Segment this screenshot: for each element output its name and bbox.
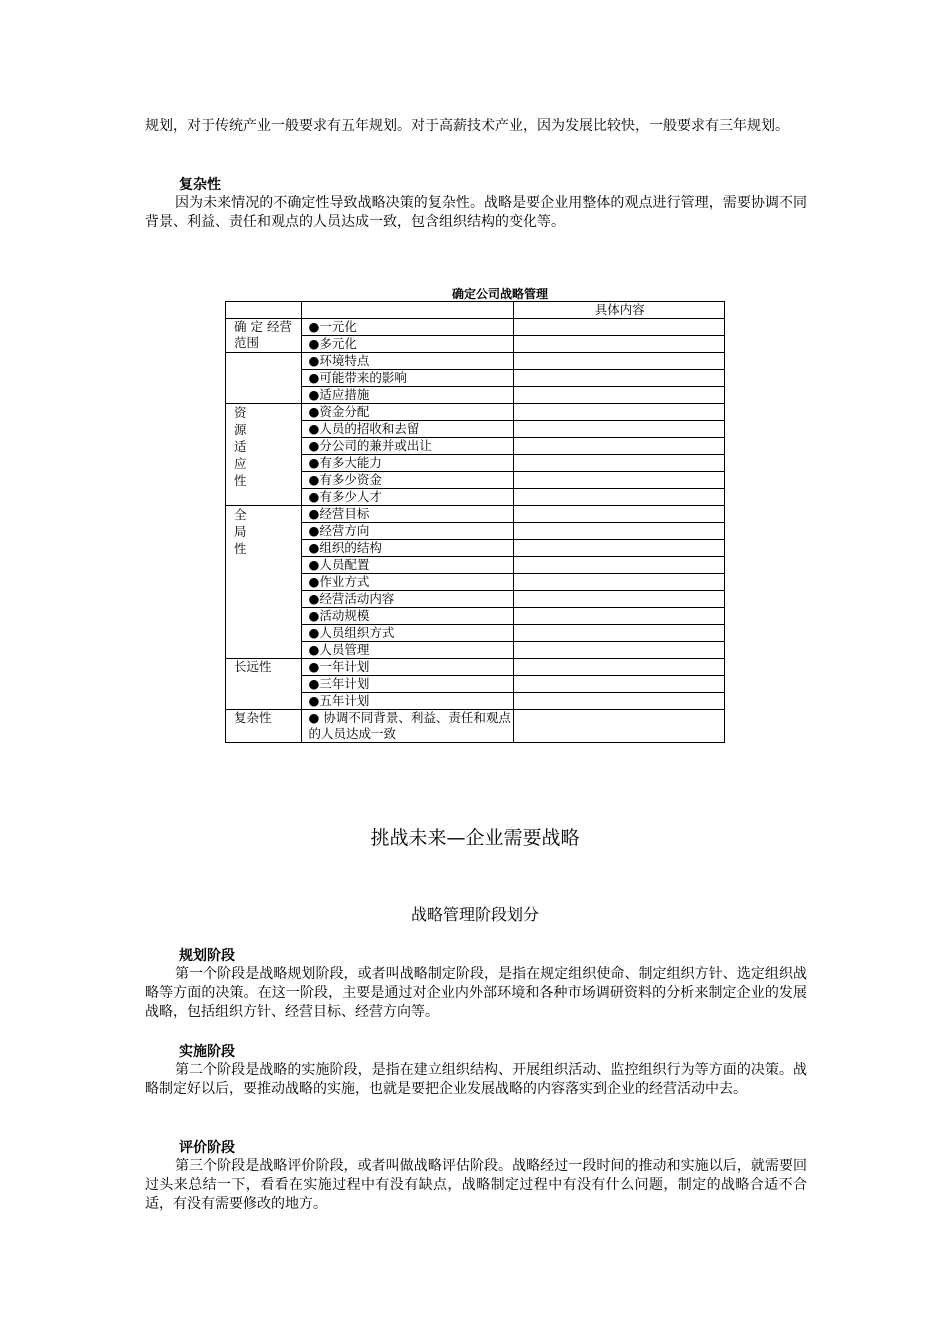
table-row: [226, 659, 725, 676]
item-cell: ●经营方向: [302, 523, 513, 540]
item-cell: ●经营活动内容: [302, 591, 513, 608]
detail-cell: [513, 540, 724, 557]
table-row: [226, 353, 725, 370]
category-cell: [226, 659, 302, 710]
item-cell: ●三年计划: [302, 676, 513, 693]
category-label: 长远性: [234, 659, 272, 674]
item-cell: ●一元化: [302, 319, 513, 336]
category-cell: [226, 404, 302, 506]
detail-cell: [513, 387, 724, 404]
header-detail-cell: 具体内容: [513, 302, 724, 319]
item-cell: ●资金分配: [302, 404, 513, 421]
item-cell: ●五年计划: [302, 693, 513, 710]
detail-cell: [513, 455, 724, 472]
stage-text-planning: 第一个阶段是战略规划阶段，或者叫战略制定阶段，是指在规定组织使命、制定组织方针、选定组织战略等方面的决策。在这一阶段，主要是通过对企业内外部环境和各种市场调研资料的分析来制定企业的发展战略，包括组织方针、经营目标、经营方向等。: [145, 966, 807, 1020]
stage-heading-planning: 规划阶段: [179, 948, 235, 964]
category-cell: [226, 506, 302, 659]
detail-cell: [513, 625, 724, 642]
detail-cell: [513, 506, 724, 523]
item-cell: ●人员的招收和去留: [302, 421, 513, 438]
item-cell: ● 协调不同背景、利益、责任和观点的人员达成一致: [302, 710, 513, 743]
category-label: 确 定 经营范围: [234, 319, 292, 350]
category-cell: [226, 710, 302, 743]
table-header-row: [226, 302, 725, 319]
detail-cell: [513, 659, 724, 676]
category-cell: [226, 319, 302, 353]
detail-cell: [513, 591, 724, 608]
table-row: [226, 404, 725, 421]
item-cell: ●多元化: [302, 336, 513, 353]
item-cell: ●一年计划: [302, 659, 513, 676]
intro-paragraph: 规划，对于传统产业一般要求有五年规划。对于高薪技术产业，因为发展比较快，一般要求有三年规划。: [145, 118, 789, 134]
item-cell: ●人员管理: [302, 642, 513, 659]
item-cell: ●活动规模: [302, 608, 513, 625]
item-cell: ●经营目标: [302, 506, 513, 523]
stage-heading-implementation: 实施阶段: [179, 1044, 235, 1060]
detail-cell: [513, 574, 724, 591]
item-cell: ●环境特点: [302, 353, 513, 370]
subsection-title: 战略管理阶段划分: [410, 905, 539, 924]
item-cell: ●人员配置: [302, 557, 513, 574]
section-title: 挑战未来—企业需要战略: [370, 827, 580, 849]
item-cell: ●组织的结构: [302, 540, 513, 557]
complexity-heading: 复杂性: [179, 177, 221, 193]
detail-cell: [513, 421, 724, 438]
stage-heading-evaluation: 评价阶段: [179, 1140, 235, 1156]
detail-cell: [513, 353, 724, 370]
item-cell: ●可能带来的影响: [302, 370, 513, 387]
table-title: 确定公司战略管理: [451, 287, 548, 301]
item-cell: ●适应措施: [302, 387, 513, 404]
table-row: [226, 319, 725, 336]
detail-cell: [513, 489, 724, 506]
detail-cell: [513, 438, 724, 455]
item-cell: ●人员组织方式: [302, 625, 513, 642]
item-cell: ●有多少资金: [302, 472, 513, 489]
stage-text-implementation: 第二个阶段是战略的实施阶段，是指在建立组织结构、开展组织活动、监控组织行为等方面的决策。战略制定好以后，要推动战略的实施，也就是要把企业发展战略的内容落实到企业的经营活动中去。: [145, 1062, 807, 1097]
table-row: [226, 710, 725, 743]
item-cell: ●有多大能力: [302, 455, 513, 472]
detail-cell: [513, 642, 724, 659]
detail-cell: [513, 336, 724, 353]
detail-cell: [513, 676, 724, 693]
header-category-cell: [226, 302, 302, 319]
stage-text-evaluation: 第三个阶段是战略评价阶段，或者叫做战略评估阶段。战略经过一段时间的推动和实施以后，就需要回过头来总结一下，看看在实施过程中有没有缺点，战略制定过程中有没有什么问题，制定的战略合适不合适，有没有需要修改的地方。: [145, 1158, 807, 1212]
detail-cell: [513, 472, 724, 489]
detail-cell: [513, 710, 724, 743]
item-cell: ●作业方式: [302, 574, 513, 591]
table-row: [226, 506, 725, 523]
detail-cell: [513, 693, 724, 710]
category-label: 全局性: [234, 507, 247, 556]
detail-cell: [513, 319, 724, 336]
item-cell: ●有多少人才: [302, 489, 513, 506]
detail-cell: [513, 608, 724, 625]
category-label: 复杂性: [234, 710, 272, 725]
header-item-cell: [302, 302, 513, 319]
category-cell: [226, 353, 302, 404]
category-label: 资源适应性: [234, 405, 247, 488]
detail-cell: [513, 557, 724, 574]
detail-cell: [513, 370, 724, 387]
strategy-table: [225, 301, 725, 743]
complexity-paragraph: 因为未来情况的不确定性导致战略决策的复杂性。战略是要企业用整体的观点进行管理，需要协调不同背景、利益、责任和观点的人员达成一致，包含组织结构的变化等。: [145, 195, 807, 230]
detail-cell: [513, 523, 724, 540]
detail-cell: [513, 404, 724, 421]
item-cell: ●分公司的兼并或出让: [302, 438, 513, 455]
